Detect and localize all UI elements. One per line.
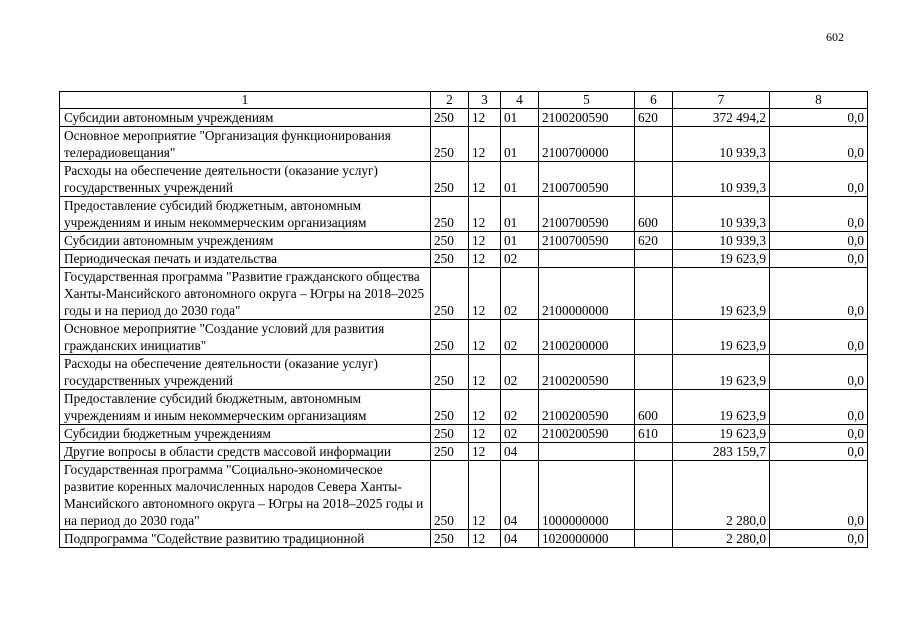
table-row <box>60 162 868 197</box>
column-header: 5 <box>539 92 635 109</box>
amount-cell: 19 623,9 <box>673 355 770 390</box>
name-cell: Другие вопросы в области средств массовой информации <box>60 443 431 461</box>
subsection-cell: 04 <box>501 443 539 461</box>
amount-2-cell: 0,0 <box>770 425 868 443</box>
admin-code-cell: 250 <box>431 390 469 425</box>
subsection-cell: 01 <box>501 127 539 162</box>
expense-type-cell <box>635 355 673 390</box>
name-cell: Субсидии автономным учреждениям <box>60 109 431 127</box>
admin-code-cell: 250 <box>431 197 469 232</box>
name-cell: Основное мероприятие "Организация функционирования телерадиовещания" <box>60 127 431 162</box>
amount-2-cell: 0,0 <box>770 127 868 162</box>
expense-type-cell <box>635 250 673 268</box>
section-cell: 12 <box>469 268 501 320</box>
target-article-cell: 2100200590 <box>539 390 635 425</box>
section-cell: 12 <box>469 250 501 268</box>
subsection-cell: 04 <box>501 530 539 548</box>
subsection-cell: 01 <box>501 109 539 127</box>
column-header: 7 <box>673 92 770 109</box>
admin-code-cell: 250 <box>431 425 469 443</box>
admin-code-cell: 250 <box>431 268 469 320</box>
table-row <box>60 268 868 320</box>
amount-2-cell: 0,0 <box>770 390 868 425</box>
amount-2-cell: 0,0 <box>770 268 868 320</box>
expense-type-cell <box>635 530 673 548</box>
expense-type-cell: 620 <box>635 109 673 127</box>
section-cell: 12 <box>469 127 501 162</box>
target-article-cell: 2100700590 <box>539 162 635 197</box>
table-row <box>60 250 868 268</box>
table-row <box>60 425 868 443</box>
target-article-cell: 1020000000 <box>539 530 635 548</box>
amount-cell: 10 939,3 <box>673 197 770 232</box>
subsection-cell: 02 <box>501 250 539 268</box>
name-cell: Предоставление субсидий бюджетным, автономным учреждениям и иным некоммерческим организациям <box>60 390 431 425</box>
amount-2-cell: 0,0 <box>770 443 868 461</box>
subsection-cell: 04 <box>501 461 539 530</box>
table-row <box>60 443 868 461</box>
amount-2-cell: 0,0 <box>770 109 868 127</box>
amount-cell: 19 623,9 <box>673 250 770 268</box>
target-article-cell: 1000000000 <box>539 461 635 530</box>
subsection-cell: 01 <box>501 162 539 197</box>
target-article-cell: 2100700590 <box>539 197 635 232</box>
amount-2-cell: 0,0 <box>770 162 868 197</box>
amount-cell: 10 939,3 <box>673 232 770 250</box>
expense-type-cell <box>635 268 673 320</box>
section-cell: 12 <box>469 390 501 425</box>
budget-table <box>59 91 868 548</box>
admin-code-cell: 250 <box>431 127 469 162</box>
name-cell: Основное мероприятие "Создание условий для развития гражданских инициатив" <box>60 320 431 355</box>
section-cell: 12 <box>469 461 501 530</box>
expense-type-cell <box>635 461 673 530</box>
expense-type-cell <box>635 320 673 355</box>
section-cell: 12 <box>469 320 501 355</box>
amount-2-cell: 0,0 <box>770 320 868 355</box>
subsection-cell: 02 <box>501 390 539 425</box>
target-article-cell <box>539 250 635 268</box>
admin-code-cell: 250 <box>431 320 469 355</box>
name-cell: Расходы на обеспечение деятельности (оказание услуг) государственных учреждений <box>60 162 431 197</box>
admin-code-cell: 250 <box>431 443 469 461</box>
amount-cell: 19 623,9 <box>673 390 770 425</box>
target-article-cell: 2100700590 <box>539 232 635 250</box>
subsection-cell: 01 <box>501 197 539 232</box>
subsection-cell: 02 <box>501 268 539 320</box>
table-row <box>60 530 868 548</box>
target-article-cell: 2100700000 <box>539 127 635 162</box>
table-row <box>60 232 868 250</box>
column-header: 1 <box>60 92 431 109</box>
target-article-cell: 2100200000 <box>539 320 635 355</box>
name-cell: Периодическая печать и издательства <box>60 250 431 268</box>
expense-type-cell: 620 <box>635 232 673 250</box>
amount-2-cell: 0,0 <box>770 250 868 268</box>
section-cell: 12 <box>469 232 501 250</box>
target-article-cell: 2100200590 <box>539 109 635 127</box>
admin-code-cell: 250 <box>431 162 469 197</box>
admin-code-cell: 250 <box>431 461 469 530</box>
amount-2-cell: 0,0 <box>770 355 868 390</box>
column-header: 4 <box>501 92 539 109</box>
subsection-cell: 01 <box>501 232 539 250</box>
target-article-cell: 2100200590 <box>539 425 635 443</box>
table-row <box>60 390 868 425</box>
expense-type-cell: 600 <box>635 390 673 425</box>
expense-type-cell <box>635 443 673 461</box>
target-article-cell: 2100200590 <box>539 355 635 390</box>
table-row <box>60 461 868 530</box>
amount-cell: 2 280,0 <box>673 530 770 548</box>
amount-cell: 372 494,2 <box>673 109 770 127</box>
name-cell: Государственная программа "Социально-экономическое развитие коренных малочисленных народов Севера Ханты-Мансийского автономного округа – Югры на 2018–2025 годы и на период до 2030 года" <box>60 461 431 530</box>
admin-code-cell: 250 <box>431 250 469 268</box>
admin-code-cell: 250 <box>431 109 469 127</box>
section-cell: 12 <box>469 355 501 390</box>
page-number: 602 <box>826 30 844 44</box>
table-header-row <box>60 92 868 109</box>
expense-type-cell: 610 <box>635 425 673 443</box>
subsection-cell: 02 <box>501 425 539 443</box>
amount-2-cell: 0,0 <box>770 530 868 548</box>
table-body <box>60 92 868 548</box>
expense-type-cell <box>635 162 673 197</box>
expense-type-cell <box>635 127 673 162</box>
amount-cell: 283 159,7 <box>673 443 770 461</box>
admin-code-cell: 250 <box>431 355 469 390</box>
amount-cell: 19 623,9 <box>673 320 770 355</box>
column-header: 6 <box>635 92 673 109</box>
name-cell: Субсидии автономным учреждениям <box>60 232 431 250</box>
section-cell: 12 <box>469 109 501 127</box>
column-header: 8 <box>770 92 868 109</box>
name-cell: Подпрограмма "Содействие развитию традиционной <box>60 530 431 548</box>
amount-2-cell: 0,0 <box>770 232 868 250</box>
table-row <box>60 197 868 232</box>
expense-type-cell: 600 <box>635 197 673 232</box>
table-row <box>60 109 868 127</box>
section-cell: 12 <box>469 197 501 232</box>
name-cell: Расходы на обеспечение деятельности (оказание услуг) государственных учреждений <box>60 355 431 390</box>
name-cell: Государственная программа "Развитие гражданского общества Ханты-Мансийского автономного округа – Югры на 2018–2025 годы и на период до 2030 года" <box>60 268 431 320</box>
admin-code-cell: 250 <box>431 530 469 548</box>
table-row <box>60 127 868 162</box>
subsection-cell: 02 <box>501 320 539 355</box>
column-header: 2 <box>431 92 469 109</box>
amount-cell: 19 623,9 <box>673 268 770 320</box>
amount-2-cell: 0,0 <box>770 197 868 232</box>
table-row <box>60 355 868 390</box>
name-cell: Предоставление субсидий бюджетным, автономным учреждениям и иным некоммерческим организациям <box>60 197 431 232</box>
amount-cell: 2 280,0 <box>673 461 770 530</box>
admin-code-cell: 250 <box>431 232 469 250</box>
amount-cell: 19 623,9 <box>673 425 770 443</box>
target-article-cell <box>539 443 635 461</box>
section-cell: 12 <box>469 425 501 443</box>
table-row <box>60 320 868 355</box>
target-article-cell: 2100000000 <box>539 268 635 320</box>
section-cell: 12 <box>469 443 501 461</box>
amount-2-cell: 0,0 <box>770 461 868 530</box>
section-cell: 12 <box>469 530 501 548</box>
subsection-cell: 02 <box>501 355 539 390</box>
amount-cell: 10 939,3 <box>673 162 770 197</box>
name-cell: Субсидии бюджетным учреждениям <box>60 425 431 443</box>
column-header: 3 <box>469 92 501 109</box>
amount-cell: 10 939,3 <box>673 127 770 162</box>
section-cell: 12 <box>469 162 501 197</box>
